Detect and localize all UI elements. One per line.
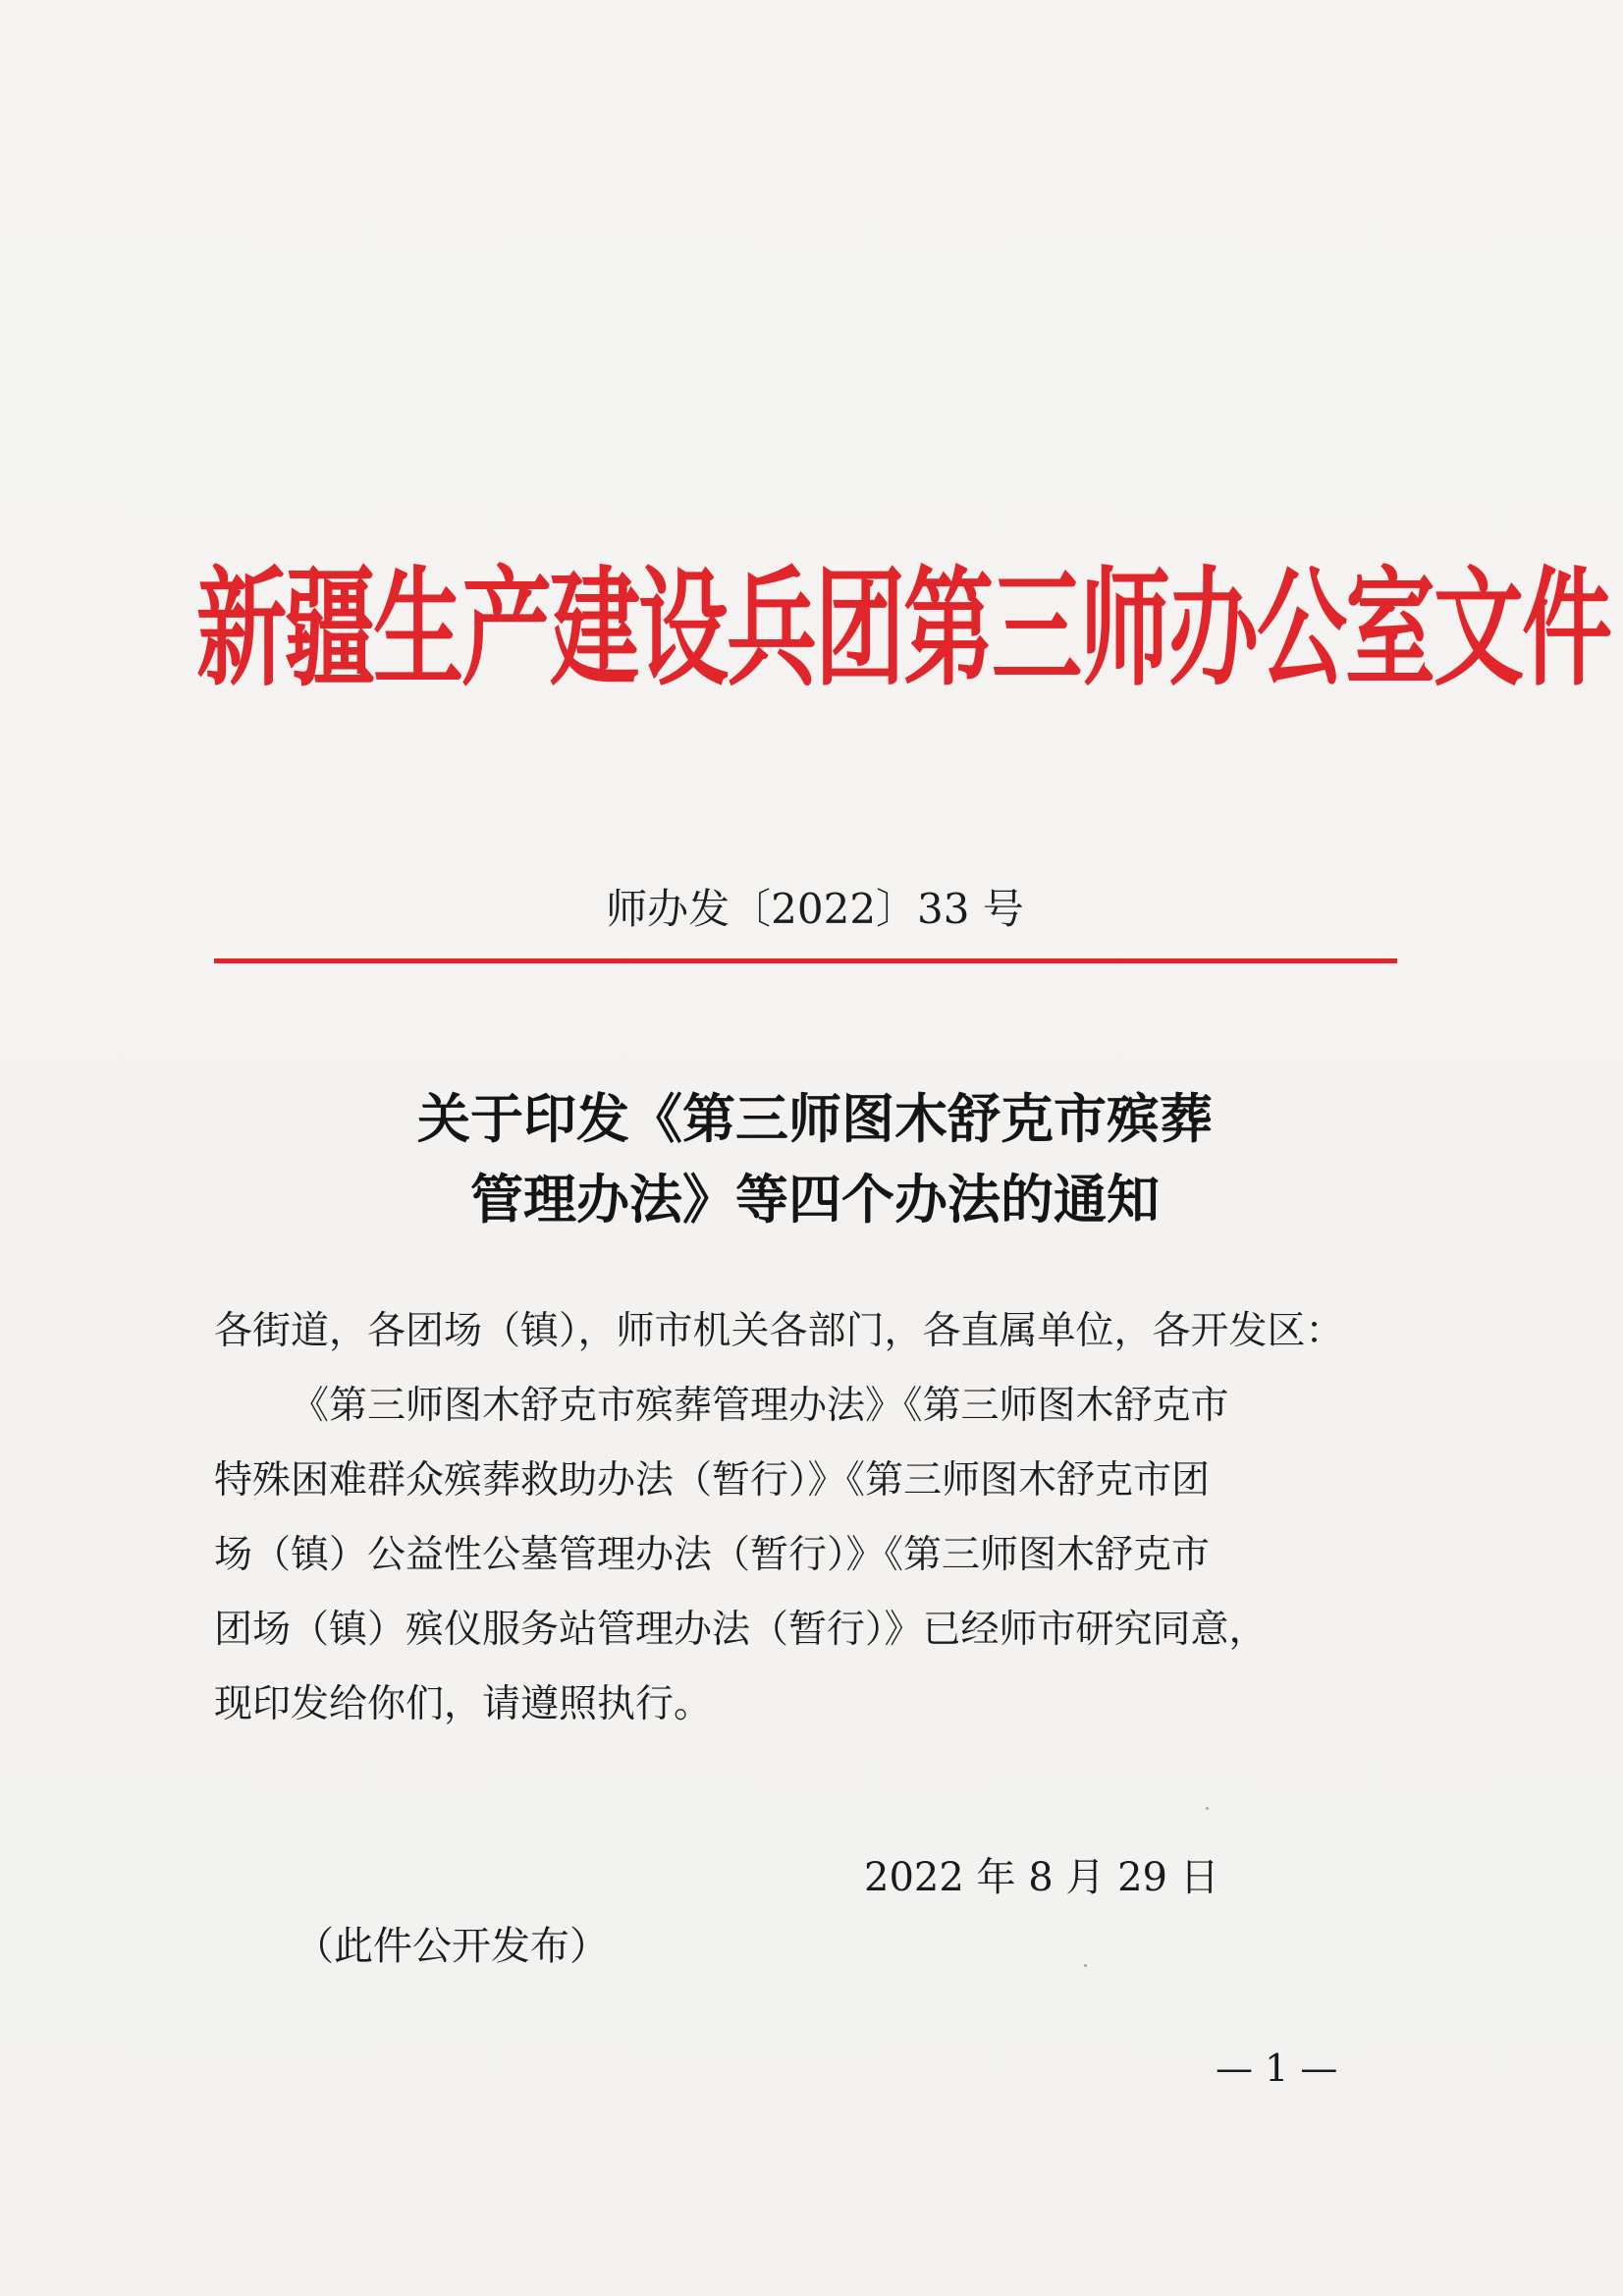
body-line-5: 现印发给你们，请遵照执行。 [214, 1682, 713, 1726]
body-line-3: 场（镇）公益性公墓管理办法（暂行）》《第三师图木舒克市 [214, 1533, 1211, 1577]
issue-date: 2022 年 8 月 29 日 [864, 1855, 1219, 1900]
page-number: — 1 — [1216, 2047, 1338, 2090]
body-line-4: 团场（镇）殡仪服务站管理办法（暂行）》已经师市研究同意， [214, 1608, 1268, 1652]
document-number: 师办发〔2022〕33 号 [606, 885, 1024, 933]
document-title [196, 1078, 1434, 1239]
public-release-note: （此件公开发布） [295, 1924, 609, 1969]
red-separator-rule [214, 958, 1397, 963]
document-body [214, 1294, 1402, 1742]
document-masthead: 新疆生产建设兵团第三师办公室文件 [196, 553, 1611, 704]
scan-speck [1206, 1807, 1209, 1810]
body-line-1: 《第三师图木舒克市殡葬管理办法》《第三师图木舒克市 [291, 1384, 1229, 1428]
scan-speck [1084, 1964, 1087, 1967]
body-line-2: 特殊困难群众殡葬救助办法（暂行）》《第三师图木舒克市团 [214, 1458, 1211, 1503]
title-line-2: 管理办法》等四个办法的通知 [470, 1168, 1160, 1230]
title-line-1: 关于印发《第三师图木舒克市殡葬 [417, 1087, 1213, 1150]
salutation: 各街道，各团场（镇），师市机关各部门，各直属单位，各开发区： [214, 1309, 1344, 1353]
